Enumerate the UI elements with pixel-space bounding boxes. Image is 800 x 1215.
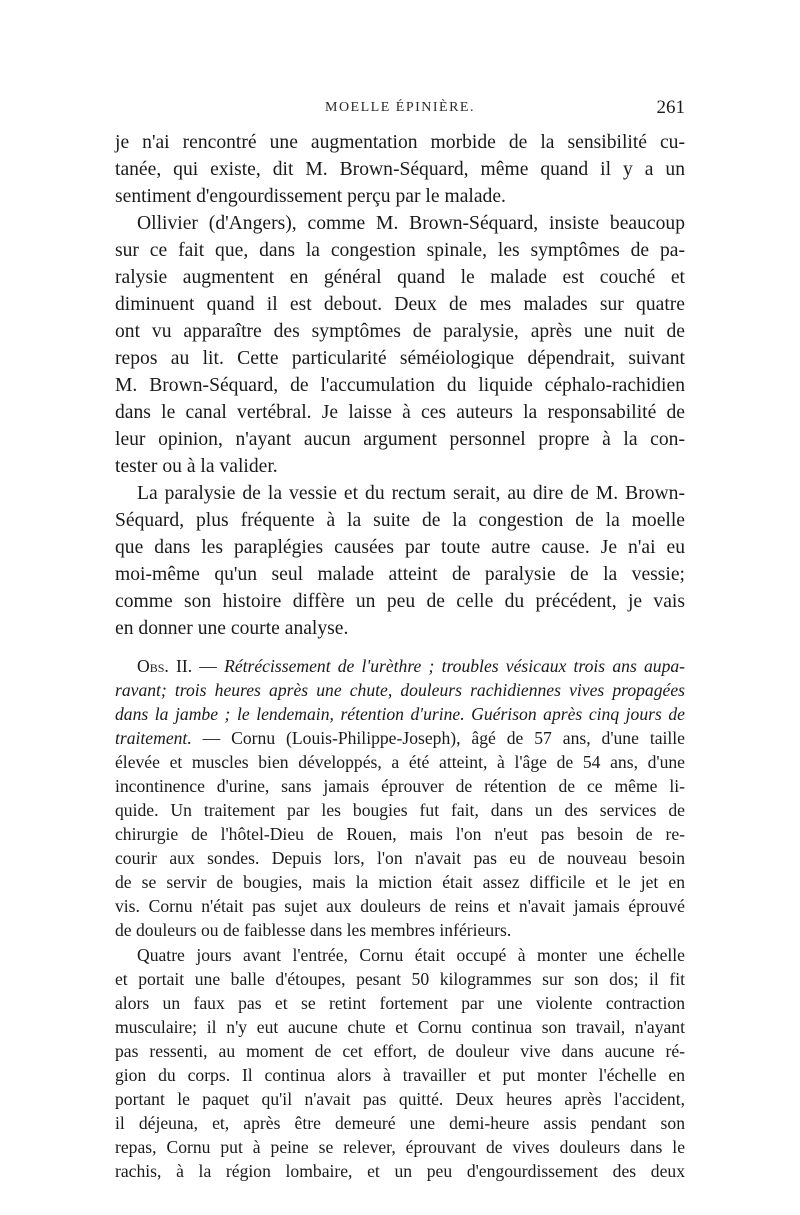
observation-line: et portait une balle d'étoupes, pesant 50 kilogrammes sur son dos; il fit (115, 969, 685, 989)
body-line: sentiment d'engourdissement perçu par le malade. (115, 186, 506, 207)
observation-line: musculaire; il n'y eut aucune chute et Cornu continua son travail, n'ayant (115, 1017, 685, 1037)
observation-line: pas ressenti, au moment de cet effort, de douleur vive dans aucune ré- (115, 1041, 685, 1061)
body-line: La paralysie de la vessie et du rectum serait, au dire de M. Brown- (137, 483, 685, 504)
body-line: tanée, qui existe, dit M. Brown-Séquard, même quand il y a un (115, 159, 685, 180)
body-line: que dans les paraplégies causées par toute autre cause. Je n'ai eu (115, 537, 685, 558)
body-line: en donner une courte analyse. (115, 618, 349, 639)
running-title: MOELLE ÉPINIÈRE. (325, 100, 475, 115)
body-line: comme son histoire diffère un peu de celle du précédent, je vais (115, 591, 685, 612)
body-line: diminuent quand il est debout. Deux de mes malades sur quatre (115, 294, 685, 315)
observation-line: rachis, à la région lombaire, et un peu d'engourdissement des deux (115, 1161, 685, 1181)
observation-heading-line (137, 655, 685, 677)
observation-line: élevée et muscles bien développés, a été atteint, à l'âge de 54 ans, d'une (115, 752, 685, 772)
body-line: sur ce fait que, dans la congestion spinale, les symptômes de pa- (115, 240, 685, 261)
observation-title-end: traitement. (115, 728, 192, 748)
observation-line: alors un faux pas et se retint fortement par une violente contraction (115, 993, 685, 1013)
observation-first-line (115, 727, 685, 749)
body-line: M. Brown-Séquard, de l'accumulation du liquide céphalo-rachidien (115, 375, 685, 396)
observation-line: portant le paquet qu'il n'avait pas quitté. Deux heures après l'accident, (115, 1089, 685, 1109)
observation-text: — Cornu (Louis-Philippe-Joseph), âgé de 57 ans, d'une taille (191, 728, 685, 748)
observation-line: courir aux sondes. Depuis lors, l'on n'avait pas eu de nouveau besoin (115, 848, 685, 868)
body-line: ont vu apparaître des symptômes de paralysie, après une nuit de (115, 321, 685, 342)
observation-line: il déjeuna, et, après être demeuré une demi-heure assis pendant son (115, 1113, 685, 1133)
body-line: ralysie augmentent en général quand le malade est couché et (115, 267, 685, 288)
body-line: leur opinion, n'ayant aucun argument personnel propre à la con- (115, 429, 685, 450)
observation-title-line: dans la jambe ; le lendemain, rétention d'urine. Guérison après cinq jours de (115, 704, 685, 724)
body-line: Séquard, plus fréquente à la suite de la congestion de la moelle (115, 510, 685, 531)
observation-line: repas, Cornu put à peine se relever, éprouvant de vives douleurs dans le (115, 1137, 685, 1157)
observation-line: chirurgie de l'hôtel-Dieu de Rouen, mais l'on n'eut pas besoin de re- (115, 824, 685, 844)
observation-line: vis. Cornu n'était pas sujet aux douleurs de reins et n'avait jamais éprouvé (115, 896, 685, 916)
body-line: je n'ai rencontré une augmentation morbide de la sensibilité cu- (115, 132, 685, 153)
observation-line: de douleurs ou de faiblesse dans les membres inférieurs. (115, 920, 512, 940)
observation-line: gion du corps. Il continua alors à travailler et put monter l'échelle en (115, 1065, 685, 1085)
page-number: 261 (656, 97, 685, 118)
observation-line: de se servir de bougies, mais la miction était assez difficile et le jet en (115, 872, 685, 892)
observation-line: quide. Un traitement par les bougies fut fait, dans un des services de (115, 800, 685, 820)
body-line: moi-même qu'un seul malade atteint de paralysie de la vessie; (115, 564, 685, 585)
observation-title-line: ravant; trois heures après une chute, douleurs rachidiennes vives propagées (115, 680, 685, 700)
observation-label: Obs. II. (137, 656, 193, 676)
running-head (115, 97, 685, 124)
observation-line: incontinence d'urine, sans jamais éprouver de rétention de ce même li- (115, 776, 685, 796)
body-line: Ollivier (d'Angers), comme M. Brown-Séquard, insiste beaucoup (137, 213, 685, 234)
body-line: tester ou à la valider. (115, 456, 278, 477)
observation-dash: — (192, 656, 225, 676)
observation-line: Quatre jours avant l'entrée, Cornu était occupé à monter une échelle (137, 945, 685, 965)
body-line: dans le canal vertébral. Je laisse à ces auteurs la responsabilité de (115, 402, 685, 423)
body-line: repos au lit. Cette particularité séméiologique dépendrait, suivant (115, 348, 685, 369)
observation-title: Rétrécissement de l'urèthre ; troubles vésicaux trois ans aupa- (224, 656, 686, 676)
